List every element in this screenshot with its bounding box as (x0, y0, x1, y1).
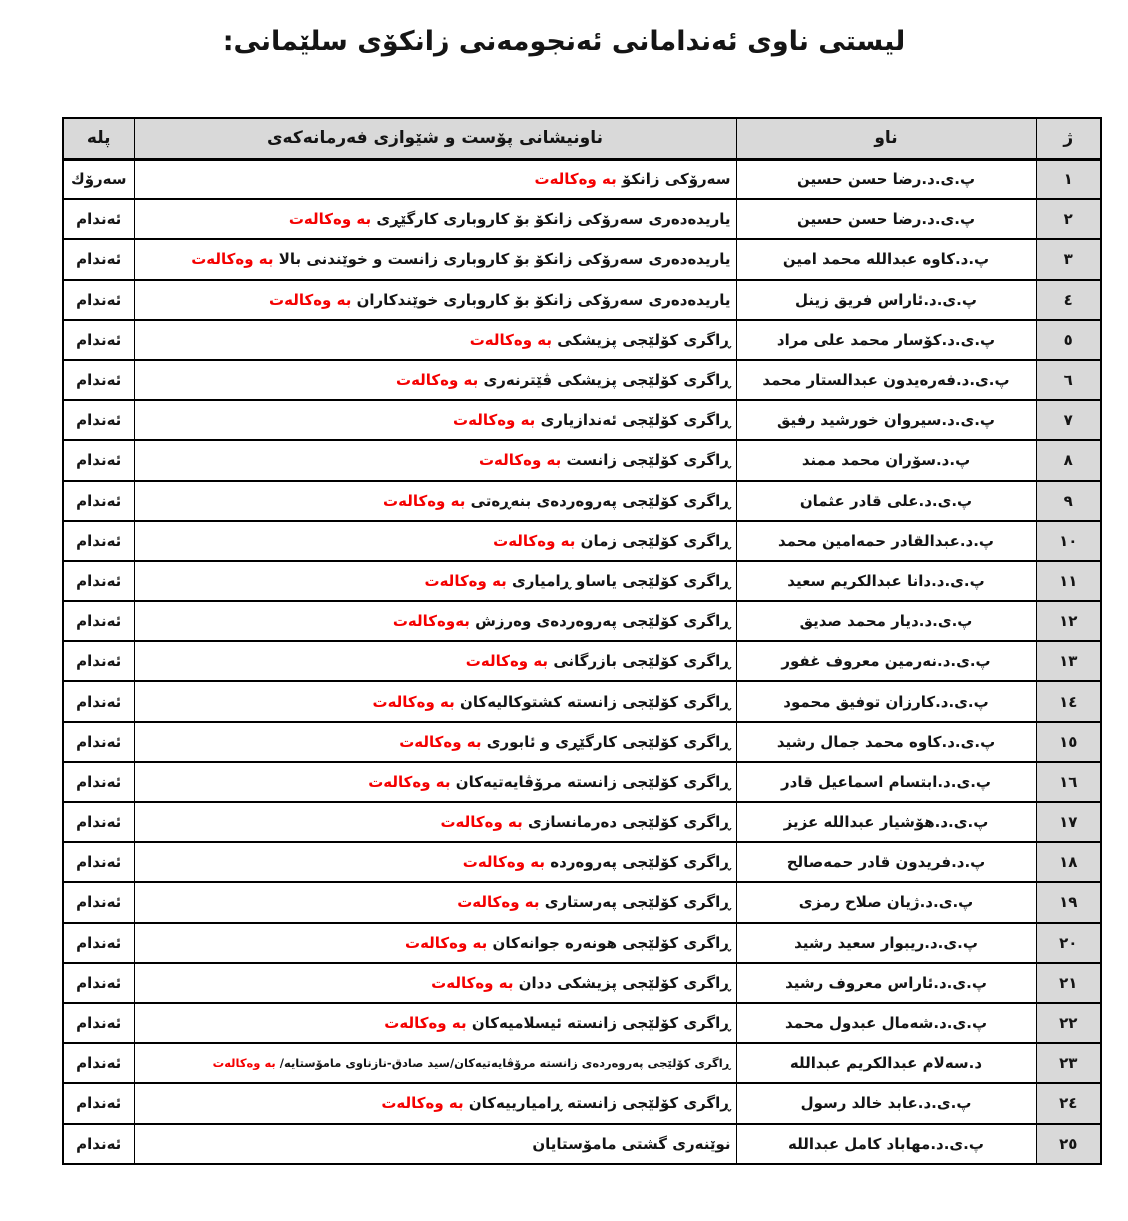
post-title-text: یاریدەدەری سەرۆکی زانکۆ بۆ کاروباری زانست و خوێندنی بالا (278, 250, 731, 269)
post-acting-label: بە وەکالەت (478, 451, 562, 470)
cell-member-name: پ.ی.د.ئاراس معروف رشید (736, 963, 1036, 1003)
table-row (63, 199, 1101, 239)
post-title-text: ڕاگری کۆلێجی هونەرە جوانەکان (492, 933, 731, 952)
cell-member-name: پ.ی.د.کاوه محمد جمال رشید (736, 722, 1036, 762)
cell-row-number: ١٣ (1036, 641, 1101, 681)
cell-member-rank: ئەندام (63, 882, 134, 922)
table-row (63, 239, 1101, 279)
cell-row-number: ٢٥ (1036, 1124, 1101, 1164)
post-acting-label: بە وەکالەت (469, 330, 553, 349)
cell-member-name: پ.د.کاوه عبدالله محمد امین (736, 239, 1036, 279)
header-row (63, 118, 1101, 159)
cell-member-name: پ.ی.د.کارزان توفیق محمود (736, 681, 1036, 721)
post-acting-label: بە وەکالەت (368, 772, 451, 791)
header-post: ناونیشانی پۆست و شێوازی فەرمانەکەی (134, 118, 736, 159)
cell-row-number: ١٧ (1036, 802, 1101, 842)
cell-row-number: ٢٣ (1036, 1043, 1101, 1083)
post-title-text: ڕاگری کۆلێجی پەروەردەی زانستە مرۆڤایەتیەکان/سید صادق-نازناوی مامۆستایە/ (279, 1056, 731, 1071)
cell-member-name: پ.ی.د.ابتسام اسماعیل قادر (736, 762, 1036, 802)
header-number: ژ (1036, 118, 1101, 159)
cell-member-name: پ.ی.د.ژیان صلاح رمزی (736, 882, 1036, 922)
cell-post-title (134, 641, 736, 681)
post-title-text: ڕاگری کۆلێجی زانستە ئیسلامیەکان (471, 1014, 731, 1033)
table-row (63, 963, 1101, 1003)
cell-row-number: ١٥ (1036, 722, 1101, 762)
cell-member-rank: ئەندام (63, 199, 134, 239)
post-acting-label: بە وەکالەت (493, 531, 576, 550)
post-acting-label: بە وەکالەت (396, 371, 479, 390)
cell-member-rank: ئەندام (63, 360, 134, 400)
table-row (63, 521, 1101, 561)
table-row (63, 601, 1101, 641)
cell-post-title (134, 1124, 736, 1164)
table-row (63, 159, 1101, 199)
cell-member-rank: ئەندام (63, 681, 134, 721)
post-acting-label: بە وەکالەت (212, 1056, 276, 1071)
cell-row-number: ١٢ (1036, 601, 1101, 641)
page-title: لیستی ناوی ئەندامانی ئەنجومەنی زانکۆی سلێمانی: (222, 26, 906, 57)
cell-member-rank: ئەندام (63, 842, 134, 882)
post-acting-label: بە وەکالەت (269, 290, 352, 309)
cell-post-title (134, 481, 736, 521)
cell-row-number: ١٨ (1036, 842, 1101, 882)
table-row (63, 440, 1101, 480)
cell-post-title (134, 1003, 736, 1043)
post-title-text: ڕاگری کۆلێجی دەرمانسازی (528, 813, 731, 832)
cell-post-title (134, 601, 736, 641)
cell-member-rank: ئەندام (63, 481, 134, 521)
cell-row-number: ٢ (1036, 199, 1101, 239)
post-title-text: ڕاگری کۆلێجی پزیشکی (557, 330, 731, 349)
post-acting-label: بە وەکالەت (381, 1094, 464, 1113)
post-title-text: یاریدەدەری سەرۆکی زانکۆ بۆ کاروباری خوێندکاران (356, 290, 731, 309)
post-acting-label: بە وەکالەت (465, 652, 549, 671)
cell-row-number: ٤ (1036, 280, 1101, 320)
cell-post-title (134, 239, 736, 279)
post-title-text: ڕاگری کۆلێجی پەروەردە (550, 853, 731, 872)
post-title-text: ڕاگری کۆلێجی زانستە ڕامیارییەکان (468, 1094, 731, 1113)
post-acting-label: بە وەکالەت (440, 813, 523, 832)
cell-member-name: پ.ی.د.علی قادر عثمان (736, 481, 1036, 521)
cell-post-title (134, 681, 736, 721)
table-row (63, 320, 1101, 360)
cell-post-title (134, 561, 736, 601)
cell-row-number: ٧ (1036, 400, 1101, 440)
cell-row-number: ٢٢ (1036, 1003, 1101, 1043)
members-table (62, 117, 1102, 1165)
table-body (63, 159, 1101, 1164)
cell-member-rank: ئەندام (63, 280, 134, 320)
post-acting-label: بە وەکالەت (457, 893, 540, 912)
cell-member-rank: ئەندام (63, 1043, 134, 1083)
post-acting-label: بەوەکالەت (392, 612, 470, 631)
cell-member-rank: ئەندام (63, 601, 134, 641)
cell-row-number: ١١ (1036, 561, 1101, 601)
cell-post-title (134, 802, 736, 842)
post-acting-label: بە وەکالەت (462, 853, 546, 872)
header-rank: پلە (63, 118, 134, 159)
cell-row-number: ٢١ (1036, 963, 1101, 1003)
cell-member-name: پ.ی.د.رضا حسن حسین (736, 159, 1036, 199)
table-row (63, 280, 1101, 320)
table-row (63, 641, 1101, 681)
cell-member-name: پ.د.سۆران محمد ممند (736, 440, 1036, 480)
cell-member-rank: ئەندام (63, 802, 134, 842)
post-acting-label: بە وەکالەت (431, 973, 514, 992)
post-title-text: ڕاگری کۆلێجی زانست (566, 451, 731, 470)
cell-member-name: د.سەلام عبدالکریم عبدالله (736, 1043, 1036, 1083)
cell-row-number: ٩ (1036, 481, 1101, 521)
cell-post-title (134, 360, 736, 400)
cell-post-title (134, 521, 736, 561)
table-row (63, 481, 1101, 521)
cell-post-title (134, 440, 736, 480)
cell-row-number: ١٩ (1036, 882, 1101, 922)
table-row (63, 1124, 1101, 1164)
post-title-text: نوێنەری گشتی مامۆستایان (532, 1134, 731, 1153)
cell-member-name: پ.ی.د.هۆشیار عبدالله عزیز (736, 802, 1036, 842)
cell-member-rank: ئەندام (63, 1003, 134, 1043)
post-title-text: سەرۆکی زانکۆ (622, 170, 731, 189)
post-title-text: ڕاگری کۆلێجی ئەندازیاری (540, 411, 731, 430)
post-title-text: ڕاگری کۆلێجی کارگێڕی و ئابوری (486, 732, 731, 751)
post-title-text: ڕاگری کۆلێجی پەروەردەی وەرزش (475, 612, 731, 631)
post-acting-label: بە وەکالەت (288, 210, 372, 229)
post-title-text: یاریدەدەری سەرۆکی زانکۆ بۆ کاروباری کارگێڕی (376, 210, 731, 229)
cell-member-name: پ.د.عبدالقادر حمەامین محمد (736, 521, 1036, 561)
cell-member-name: پ.ی.د.عابد خالد رسول (736, 1083, 1036, 1123)
cell-post-title (134, 400, 736, 440)
cell-member-name: پ.د.فریدون قادر حمەصالح (736, 842, 1036, 882)
post-acting-label: بە وەکالەت (384, 1014, 467, 1033)
table-row (63, 400, 1101, 440)
cell-member-name: پ.ی.د.کۆسار محمد علی مراد (736, 320, 1036, 360)
post-title-text: ڕاگری کۆلێجی پەرستاری (544, 893, 731, 912)
cell-member-rank: ئەندام (63, 722, 134, 762)
table-row (63, 1083, 1101, 1123)
cell-member-rank: ئەندام (63, 1083, 134, 1123)
post-title-text: ڕاگری کۆلێجی پزیشکی ڤێترنەری (483, 371, 731, 390)
post-acting-label: بە وەکالەت (383, 491, 466, 510)
cell-row-number: ٢٤ (1036, 1083, 1101, 1123)
table-row (63, 360, 1101, 400)
cell-member-rank: ئەندام (63, 320, 134, 360)
cell-row-number: ٨ (1036, 440, 1101, 480)
cell-row-number: ٦ (1036, 360, 1101, 400)
cell-member-rank: ئەندام (63, 440, 134, 480)
cell-row-number: ١٤ (1036, 681, 1101, 721)
cell-post-title (134, 722, 736, 762)
table-row (63, 561, 1101, 601)
post-acting-label: بە وەکالەت (424, 571, 507, 590)
table-row (63, 802, 1101, 842)
post-title-text: ڕاگری کۆلێجی بازرگانی (553, 652, 731, 671)
cell-post-title (134, 1043, 736, 1083)
cell-row-number: ١٠ (1036, 521, 1101, 561)
table-row (63, 762, 1101, 802)
header-name: ناو (736, 118, 1036, 159)
cell-member-name: پ.ی.د.نەرمین معروف غفور (736, 641, 1036, 681)
cell-post-title (134, 963, 736, 1003)
table-row (63, 722, 1101, 762)
cell-member-rank: سەرۆك (63, 159, 134, 199)
post-title-text: ڕاگری کۆلێجی زانستە کشتوکالیەکان (460, 692, 731, 711)
post-title-text: ڕاگری کۆلێجی یاساو ڕامیاری (512, 571, 731, 590)
cell-post-title (134, 1083, 736, 1123)
cell-member-rank: ئەندام (63, 963, 134, 1003)
post-title-text: ڕاگری کۆلێجی پەروەردەی بنەڕەتی (470, 491, 731, 510)
table-row (63, 1003, 1101, 1043)
cell-row-number: ٣ (1036, 239, 1101, 279)
table-row (63, 681, 1101, 721)
cell-member-name: پ.ی.د.شەمال عبدول محمد (736, 1003, 1036, 1043)
post-title-text: ڕاگری کۆلێجی پزیشکی ددان (518, 973, 731, 992)
cell-member-name: پ.ی.د.رضا حسن حسین (736, 199, 1036, 239)
cell-row-number: ١ (1036, 159, 1101, 199)
cell-post-title (134, 280, 736, 320)
cell-row-number: ٥ (1036, 320, 1101, 360)
cell-member-rank: ئەندام (63, 239, 134, 279)
cell-post-title (134, 842, 736, 882)
cell-post-title (134, 882, 736, 922)
cell-post-title (134, 762, 736, 802)
table-row (63, 842, 1101, 882)
post-acting-label: بە وەکالەت (372, 692, 455, 711)
cell-post-title (134, 923, 736, 963)
post-acting-label: بە وەکالەت (399, 732, 482, 751)
cell-member-name: پ.ی.د.ئاراس فریق زینل (736, 280, 1036, 320)
table-row (63, 1043, 1101, 1083)
cell-member-rank: ئەندام (63, 1124, 134, 1164)
cell-post-title (134, 320, 736, 360)
cell-post-title (134, 159, 736, 199)
cell-row-number: ١٦ (1036, 762, 1101, 802)
cell-member-name: پ.ی.د.دانا عبدالکریم سعید (736, 561, 1036, 601)
cell-member-rank: ئەندام (63, 521, 134, 561)
post-title-text: ڕاگری کۆلێجی زمان (580, 531, 731, 550)
post-acting-label: بە وەکالەت (191, 250, 274, 269)
cell-member-rank: ئەندام (63, 641, 134, 681)
cell-member-name: پ.ی.د.فەرەیدون عبدالستار محمد (736, 360, 1036, 400)
cell-member-name: پ.ی.د.ریبوار سعید رشید (736, 923, 1036, 963)
cell-row-number: ٢٠ (1036, 923, 1101, 963)
table-row (63, 882, 1101, 922)
cell-member-name: پ.ی.د.مهاباد کامل عبدالله (736, 1124, 1036, 1164)
post-title-text: ڕاگری کۆلێجی زانستە مرۆڤایەتیەکان (455, 772, 731, 791)
table-row (63, 923, 1101, 963)
cell-member-name: پ.ی.د.سیروان خورشید رفیق (736, 400, 1036, 440)
cell-member-rank: ئەندام (63, 561, 134, 601)
cell-member-rank: ئەندام (63, 400, 134, 440)
post-acting-label: بە وەکالەت (453, 411, 536, 430)
post-acting-label: بە وەکالەت (405, 933, 488, 952)
cell-member-rank: ئەندام (63, 762, 134, 802)
cell-member-rank: ئەندام (63, 923, 134, 963)
cell-member-name: پ.ی.د.دیار محمد صدیق (736, 601, 1036, 641)
cell-post-title (134, 199, 736, 239)
post-acting-label: بە وەکالەت (534, 170, 617, 189)
